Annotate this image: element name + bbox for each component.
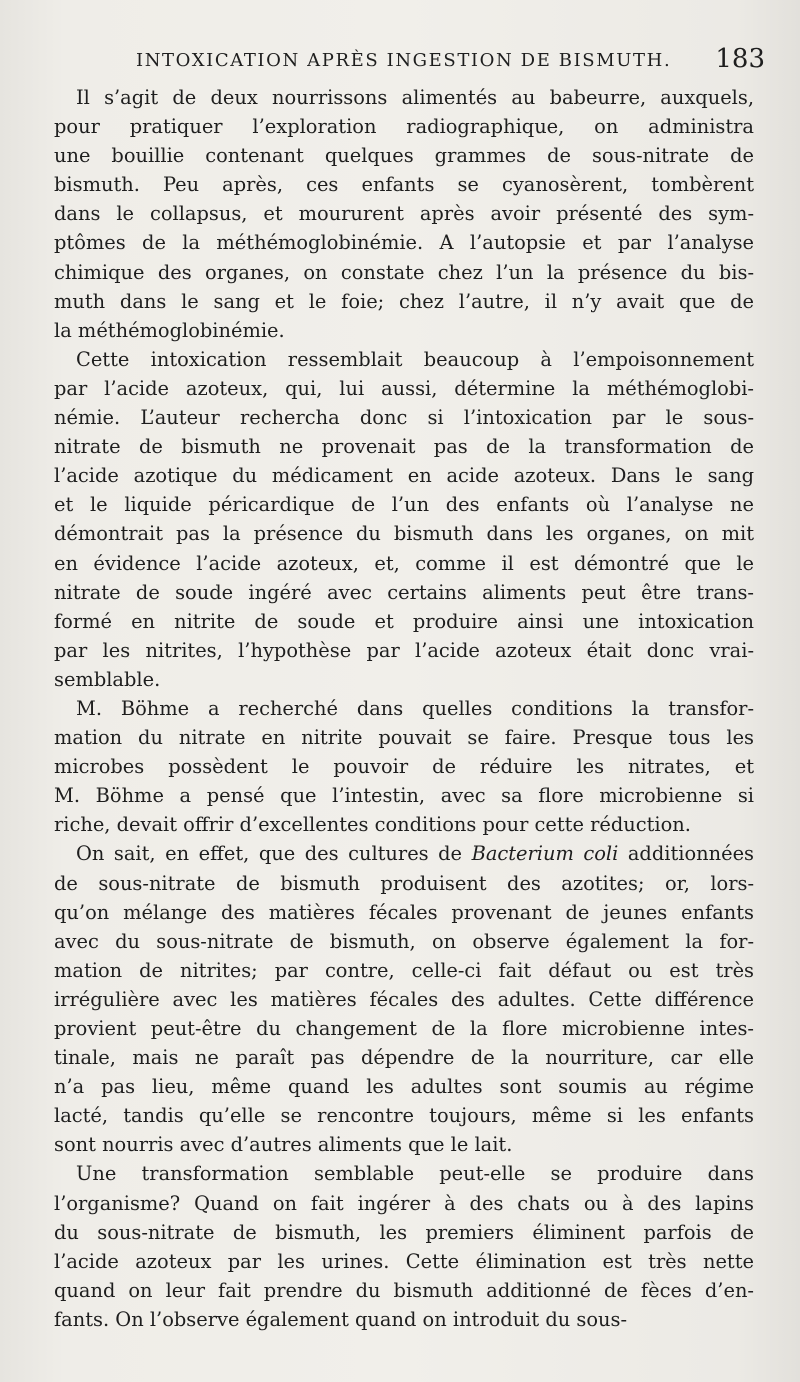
text-line: sont nourris avec d’autres aliments que le lait. — [54, 1133, 513, 1157]
text-line: quand on leur fait prendre du bismuth additionné de fèces d’en- — [54, 1278, 754, 1302]
text-line: fants. On l’observe également quand on introduit du sous- — [54, 1307, 628, 1331]
page-number: 183 — [715, 44, 765, 74]
text-line: nitrate de soude ingéré avec certains aliments peut être trans- — [54, 580, 754, 604]
text-line: tinale, mais ne paraît pas dépendre de la nourriture, car elle — [54, 1046, 754, 1070]
paragraph — [54, 1159, 754, 1334]
text-line: formé en nitrite de soude et produire ainsi une intoxication — [54, 609, 754, 633]
running-title: INTOXICATION APRÈS INGESTION DE BISMUTH. — [136, 50, 672, 71]
text-line: la méthémoglobinémie. — [54, 318, 285, 342]
text-line: pour pratiquer l’exploration radiographique, on administra — [54, 115, 754, 139]
text-line: semblable. — [54, 667, 161, 691]
paragraph — [54, 345, 754, 694]
text-line: de sous-nitrate de bismuth produisent des azotites; or, lors- — [54, 871, 754, 895]
text-line: M. Böhme a pensé que l’intestin, avec sa flore microbienne si — [54, 784, 754, 808]
text-line: Une transformation semblable peut-elle se produire dans — [76, 1162, 754, 1186]
text-line: du sous-nitrate de bismuth, les premiers éliminent parfois de — [54, 1220, 754, 1244]
text-line: bismuth. Peu après, ces enfants se cyanosèrent, tombèrent — [54, 173, 754, 197]
text-line: l’acide azotique du médicament en acide azoteux. Dans le sang — [54, 464, 754, 488]
text-line: par les nitrites, l’hypothèse par l’acide azoteux était donc vrai- — [54, 638, 754, 662]
paragraph — [54, 694, 754, 839]
text-line: par l’acide azoteux, qui, lui aussi, détermine la méthémoglobi- — [54, 376, 754, 400]
text-line: et le liquide péricardique de l’un des enfants où l’analyse ne — [54, 493, 754, 517]
text-line: nitrate de bismuth ne provenait pas de la transformation de — [54, 435, 754, 459]
text-line: une bouillie contenant quelques grammes de sous-nitrate de — [54, 144, 754, 168]
text-line: n’a pas lieu, même quand les adultes sont soumis au régime — [54, 1075, 754, 1099]
text-line: Cette intoxication ressemblait beaucoup à l’empoisonnement — [76, 347, 754, 371]
text-line: némie. L’auteur rechercha donc si l’intoxication par le sous- — [54, 406, 754, 430]
text-line: mation de nitrites; par contre, celle-ci fait défaut ou est très — [54, 958, 754, 982]
text-line: muth dans le sang et le foie; chez l’autre, il n’y avait que de — [54, 289, 754, 313]
text-line: avec du sous-nitrate de bismuth, on observe également la for- — [54, 929, 754, 953]
text-line: lacté, tandis qu’elle se rencontre toujours, même si les enfants — [54, 1104, 754, 1128]
text-line: dans le collapsus, et moururent après avoir présenté des sym- — [54, 202, 754, 226]
page-header — [54, 40, 769, 84]
text-line: chimique des organes, on constate chez l’un la présence du bis- — [54, 260, 754, 284]
text-line: M. Böhme a recherché dans quelles conditions la transfor- — [76, 696, 754, 720]
paragraph — [54, 83, 754, 345]
text-line: qu’on mélange des matières fécales provenant de jeunes enfants — [54, 900, 754, 924]
text-line: en évidence l’acide azoteux, et, comme il est démontré que le — [54, 551, 754, 575]
text-line: démontrait pas la présence du bismuth dans les organes, on mit — [54, 522, 754, 546]
text-line: l’acide azoteux par les urines. Cette élimination est très nette — [54, 1249, 754, 1273]
text-line: provient peut-être du changement de la flore microbienne intes- — [54, 1017, 754, 1040]
body-text — [54, 83, 754, 1334]
text-line: l’organisme? Quand on fait ingérer à des chats ou à des lapins — [54, 1191, 754, 1215]
text-line: Il s’agit de deux nourrissons alimentés au babeurre, auxquels, — [76, 86, 754, 109]
text-line: irrégulière avec les matières fécales des adultes. Cette différence — [54, 987, 754, 1011]
paragraph — [54, 839, 754, 1159]
text-line: On sait, en effet, que des cultures de Bacterium coli additionnées — [76, 842, 755, 866]
text-line: microbes possèdent le pouvoir de réduire les nitrates, et — [54, 755, 754, 779]
text-line: ptômes de la méthémoglobinémie. A l’autopsie et par l’analyse — [54, 231, 754, 255]
text-line: riche, devait offrir d’excellentes conditions pour cette réduction. — [54, 813, 691, 837]
text-line: mation du nitrate en nitrite pouvait se faire. Presque tous les — [54, 726, 754, 750]
